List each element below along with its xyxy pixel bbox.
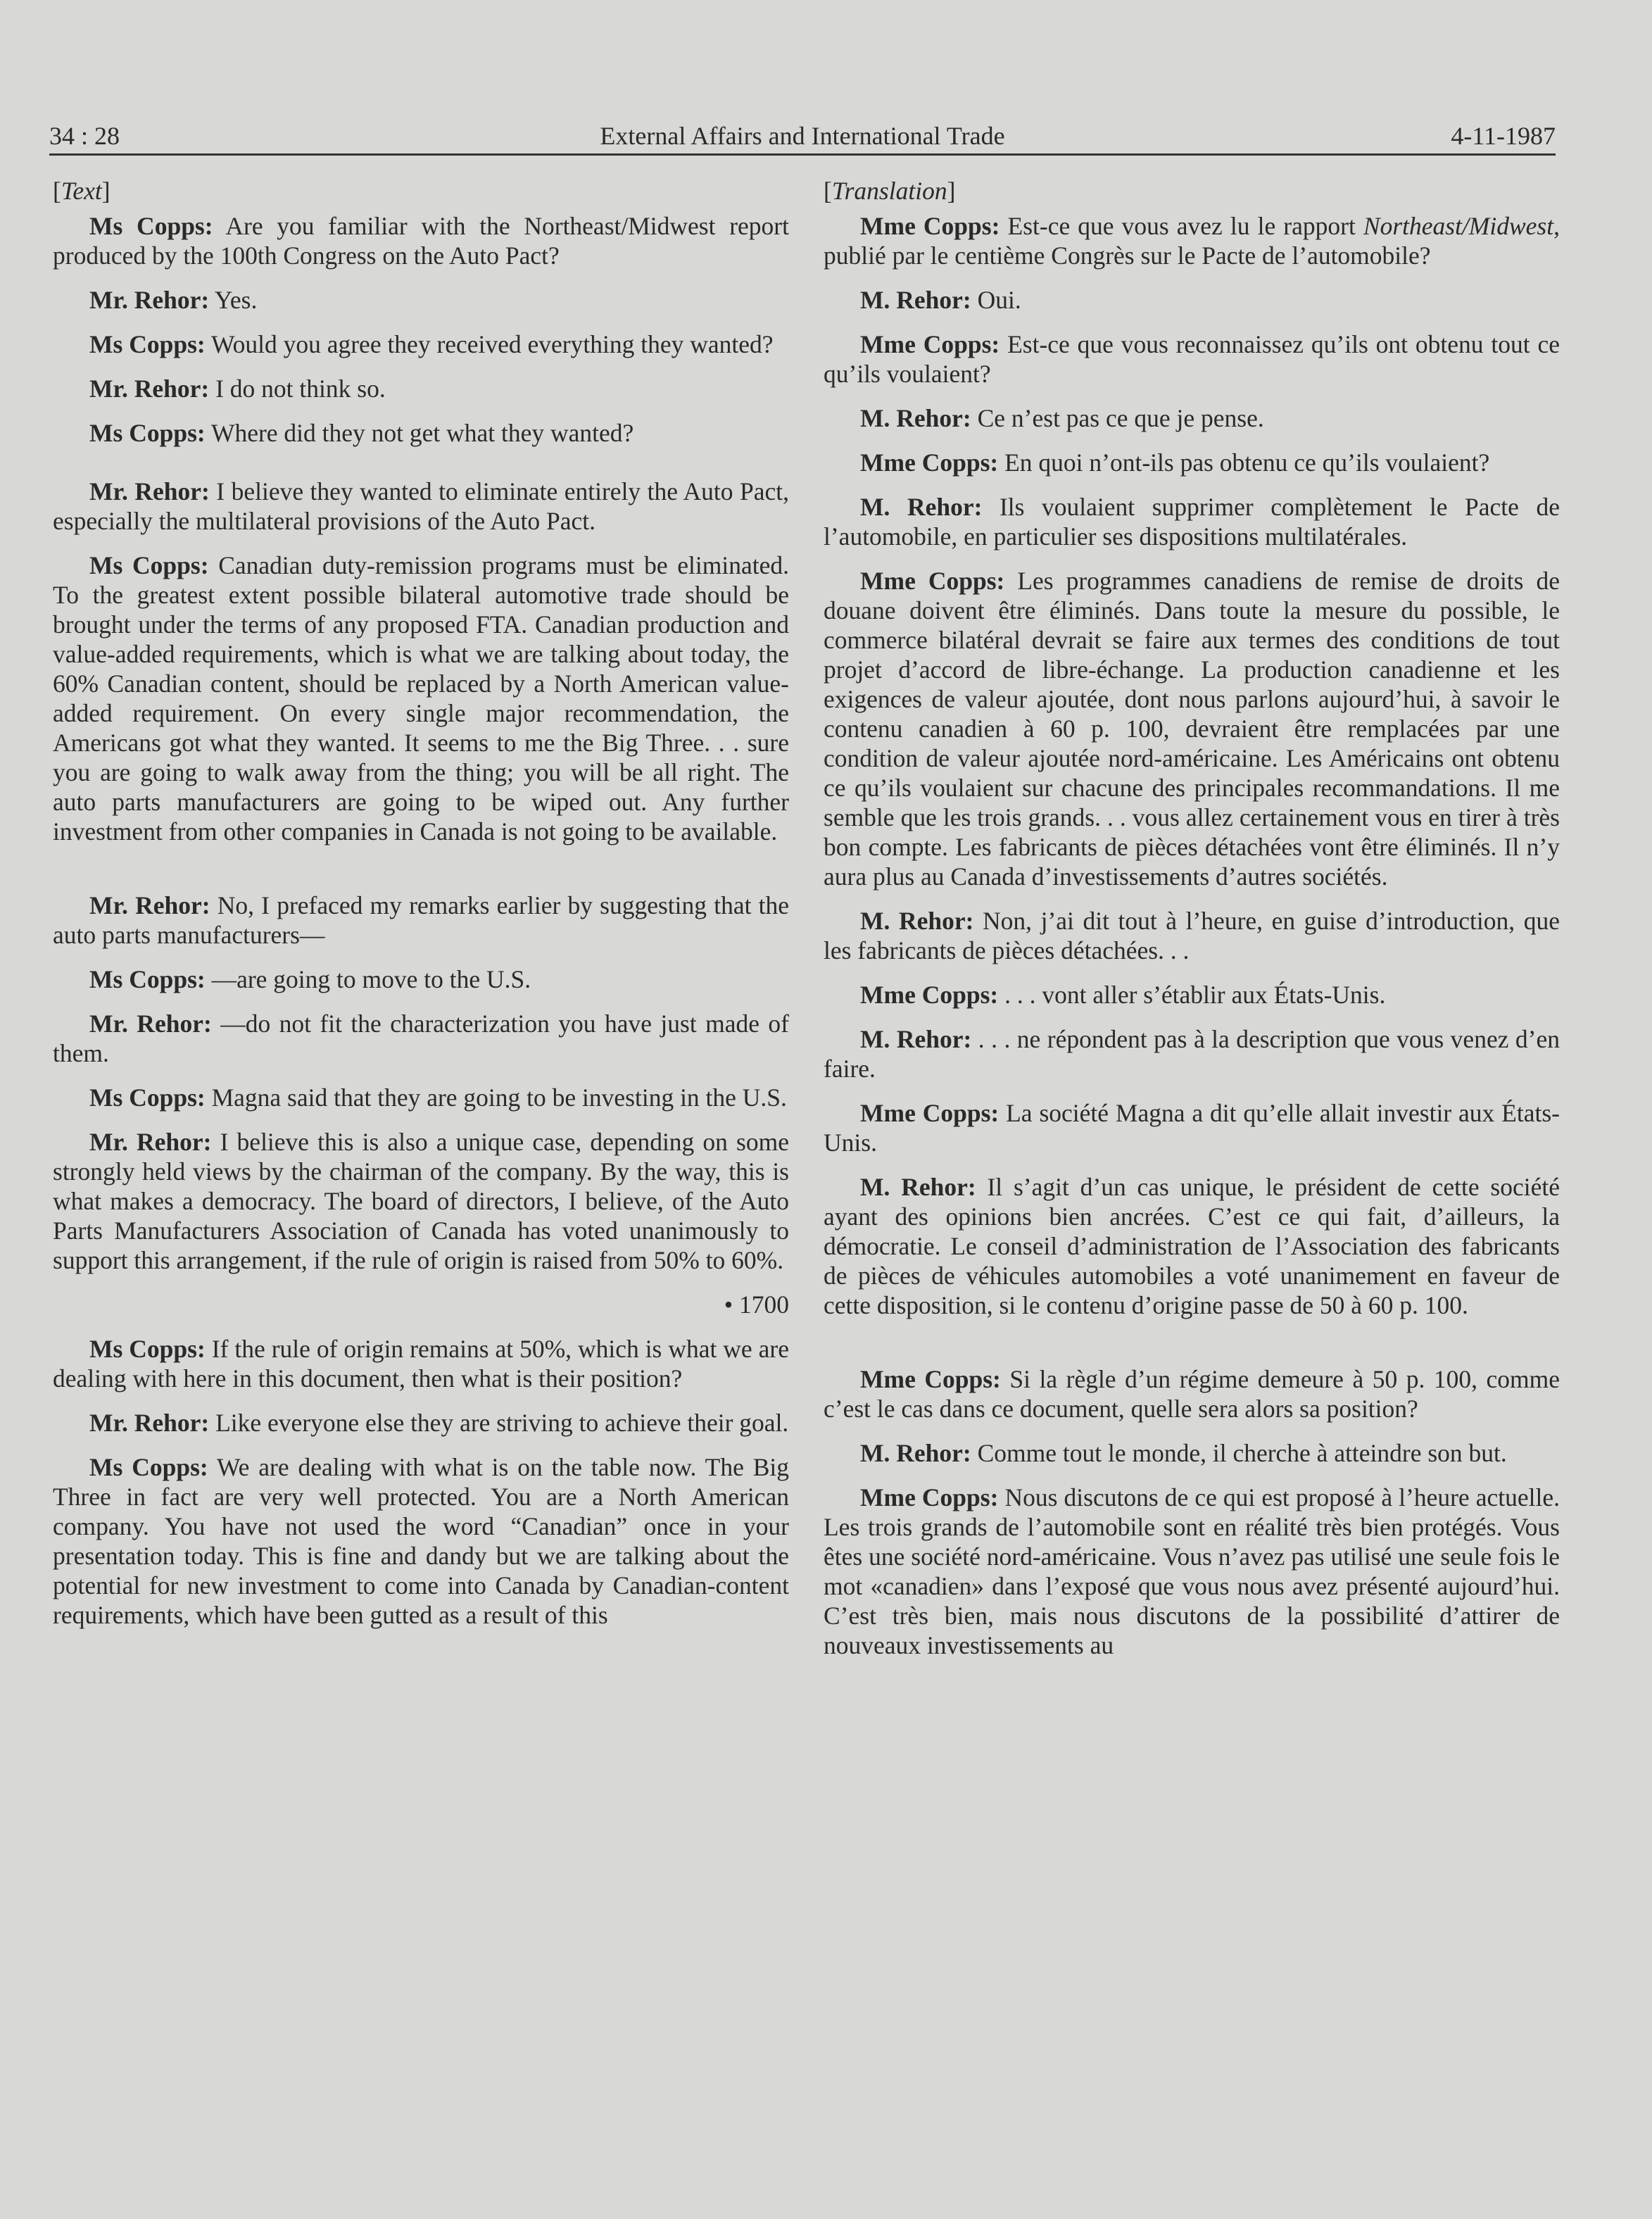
speaker-name: Mr. Rehor:: [89, 891, 210, 919]
speaker-name: Mr. Rehor:: [89, 1128, 212, 1156]
speaker-name: Mme Copps:: [860, 981, 999, 1009]
speaker-name: M. Rehor:: [860, 1439, 971, 1467]
paragraph: Mme Copps: Est-ce que vous reconnaissez qu’ils ont obtenu tout ce qu’ils voulaient?: [824, 330, 1560, 388]
paragraph: M. Rehor: Ce n’est pas ce que je pense.: [860, 404, 1264, 432]
speaker-name: M. Rehor:: [860, 493, 983, 521]
speaker-name: Ms Copps:: [89, 330, 206, 358]
paragraph: M. Rehor: Non, j’ai dit tout à l’heure, en guise d’introduction, que les fabricants de pièces détachées. . .: [824, 907, 1560, 964]
speaker-name: Mme Copps:: [860, 212, 1000, 240]
speaker-name: Mr. Rehor:: [89, 286, 210, 314]
speaker-name: Ms Copps:: [89, 965, 206, 993]
paragraph: Mr. Rehor: Like everyone else they are striving to achieve their goal.: [89, 1409, 789, 1437]
paragraph: Ms Copps: If the rule of origin remains at 50%, which is what we are dealing with here in this document, then what is their position?: [53, 1335, 789, 1393]
speaker-name: Ms Copps:: [89, 1453, 208, 1481]
running-title: External Affairs and International Trade: [600, 122, 1005, 150]
paragraph: Mme Copps: Est-ce que vous avez lu le rapport Northeast/Midwest, publié par le centième Congrès sur le Pacte de l’automobile?: [824, 212, 1560, 270]
speaker-name: M. Rehor:: [860, 1025, 972, 1053]
paragraph: Ms Copps: We are dealing with what is on the table now. The Big Three in fact are very well protected. You are a North American company. You have not used the word “Canadian” once in your presentation today. This is fine and dandy but we are talking about the potential for new investment to come into Canada by Canadian-content requirements, which have been gutted as a result of this: [53, 1453, 789, 1629]
speaker-name: Mr. Rehor:: [89, 375, 210, 403]
paragraph: M. Rehor: Ils voulaient supprimer complètement le Pacte de l’automobile, en particulier ses dispositions multilatérales.: [824, 493, 1560, 551]
paragraph: Ms Copps: Where did they not get what they wanted?: [89, 419, 634, 447]
paragraph: Mme Copps: En quoi n’ont-ils pas obtenu ce qu’ils voulaient?: [860, 448, 1490, 477]
speaker-name: Mme Copps:: [860, 330, 1000, 358]
paragraph: Mme Copps: Les programmes canadiens de remise de droits de douane doivent être éliminés. Dans toute la mesure du possible, le commerce bilatéral devrait se faire aux termes des conditions de tout projet d’accord de libre-échange. La production canadienne et les exigences de valeur ajoutée, dont nous parlons aujourd’hui, à savoir le contenu canadien à 60 p. 100, devraient être remplacées par une condition de valeur ajoutée nord-américaine. Les Américains ont obtenu ce qu’ils voulaient sur chacune des principales recommandations. Il me semble que les trois grands. . . vous allez certainement vous en tirer à très bon compte. Les fabricants de pièces détachées vont être éliminés. Il n’y aura plus au Canada d’investissements d’autres sociétés.: [824, 567, 1560, 891]
paragraph: Mr. Rehor: I believe this is also a unique case, depending on some strongly held views by the chairman of the company. By the way, this is what makes a democracy. The board of directors, I believe, of the Auto Parts Manufacturers Association of Canada has voted unanimously to support this arrangement, if the rule of origin is raised from 50% to 60%.: [53, 1128, 789, 1274]
page-number: 34 : 28: [49, 122, 120, 150]
paragraph: Mme Copps: La société Magna a dit qu’elle allait investir aux États-Unis.: [824, 1099, 1560, 1157]
paragraph: M. Rehor: . . . ne répondent pas à la description que vous venez d’en faire.: [824, 1025, 1560, 1083]
header-date: 4-11-1987: [1451, 122, 1556, 150]
paragraph: Mr. Rehor: —do not fit the characterization you have just made of them.: [53, 1010, 789, 1067]
speaker-name: M. Rehor:: [860, 1173, 976, 1201]
speaker-name: Ms Copps:: [89, 1335, 206, 1363]
speaker-name: Mme Copps:: [860, 567, 1005, 595]
speaker-name: Mr. Rehor:: [89, 1409, 210, 1437]
header-rule: [49, 153, 1556, 156]
speaker-name: Mme Copps:: [860, 1483, 999, 1511]
paragraph: Ms Copps: Are you familiar with the Northeast/Midwest report produced by the 100th Congress on the Auto Pact?: [53, 212, 789, 270]
paragraph: Ms Copps: Magna said that they are going to be investing in the U.S.: [89, 1083, 787, 1112]
speaker-name: Ms Copps:: [89, 551, 209, 579]
speaker-name: Mme Copps:: [860, 1099, 1000, 1127]
french-column: [824, 176, 1560, 1675]
speaker-name: Mme Copps:: [860, 1365, 1001, 1393]
paragraph: Mr. Rehor: Yes.: [89, 286, 258, 314]
speaker-name: Mr. Rehor:: [89, 477, 210, 505]
english-column: [53, 176, 789, 1645]
speaker-name: Ms Copps:: [89, 419, 206, 447]
page-header: [49, 118, 1556, 153]
paragraph: Mme Copps: . . . vont aller s’établir aux États-Unis.: [860, 981, 1386, 1009]
speaker-name: M. Rehor:: [860, 286, 971, 314]
paragraph: Mr. Rehor: No, I prefaced my remarks earlier by suggesting that the auto parts manufacturers—: [53, 891, 789, 949]
speaker-name: M. Rehor:: [860, 404, 971, 432]
paragraph: Mme Copps: Nous discutons de ce qui est proposé à l’heure actuelle. Les trois grands de l’automobile sont en réalité très bien protégés. Vous êtes une société nord-américaine. Vous n’avez pas utilisé une seule fois le mot «canadien» dans l’exposé que vous nous avez présenté aujourd’hui. C’est très bien, mais nous discutons de la possibilité d’attirer de nouveaux investissements au: [824, 1483, 1560, 1659]
text-marker: [Text]: [53, 177, 111, 205]
speaker-name: Mme Copps:: [860, 448, 999, 477]
paragraph: Mr. Rehor: I believe they wanted to eliminate entirely the Auto Pact, especially the multilateral provisions of the Auto Pact.: [53, 477, 789, 535]
speaker-name: Mr. Rehor:: [89, 1010, 212, 1038]
speaker-name: Ms Copps:: [89, 1083, 206, 1112]
paragraph: M. Rehor: Comme tout le monde, il cherche à atteindre son but.: [860, 1439, 1507, 1467]
paragraph: M. Rehor: Oui.: [860, 286, 1021, 314]
translation-marker: [Translation]: [824, 177, 956, 205]
paragraph: Ms Copps: —are going to move to the U.S.: [89, 965, 531, 993]
time-stamp: • 1700: [724, 1290, 789, 1319]
paragraph: M. Rehor: Il s’agit d’un cas unique, le président de cette société ayant des opinions bien ancrées. C’est ce qui fait, d’ailleurs, la démocratie. Le conseil d’administration de l’Association des fabricants de pièces de véhicules automobiles a voté unanimement en faveur de cette disposition, si le contenu d’origine passe de 50 à 60 p. 100.: [824, 1173, 1560, 1319]
speaker-name: M. Rehor:: [860, 907, 974, 935]
paragraph: Ms Copps: Canadian duty-remission programs must be eliminated. To the greatest extent possible bilateral automotive trade should be brought under the terms of any proposed FTA. Canadian production and value-added requirements, which is what we are talking about today, the 60% Canadian content, should be replaced by a North American value-added requirement. On every single major recommendation, the Americans got what they wanted. It seems to me the Big Three. . . sure you are going to walk away from the thing; you will be all right. The auto parts manufacturers are going to be wiped out. Any further investment from other companies in Canada is not going to be available.: [53, 551, 789, 846]
paragraph: Mme Copps: Si la règle d’un régime demeure à 50 p. 100, comme c’est le cas dans ce document, quelle sera alors sa position?: [824, 1365, 1560, 1423]
speaker-name: Ms Copps:: [89, 212, 213, 240]
paragraph: Mr. Rehor: I do not think so.: [89, 375, 386, 403]
paragraph: Ms Copps: Would you agree they received everything they wanted?: [89, 330, 774, 358]
